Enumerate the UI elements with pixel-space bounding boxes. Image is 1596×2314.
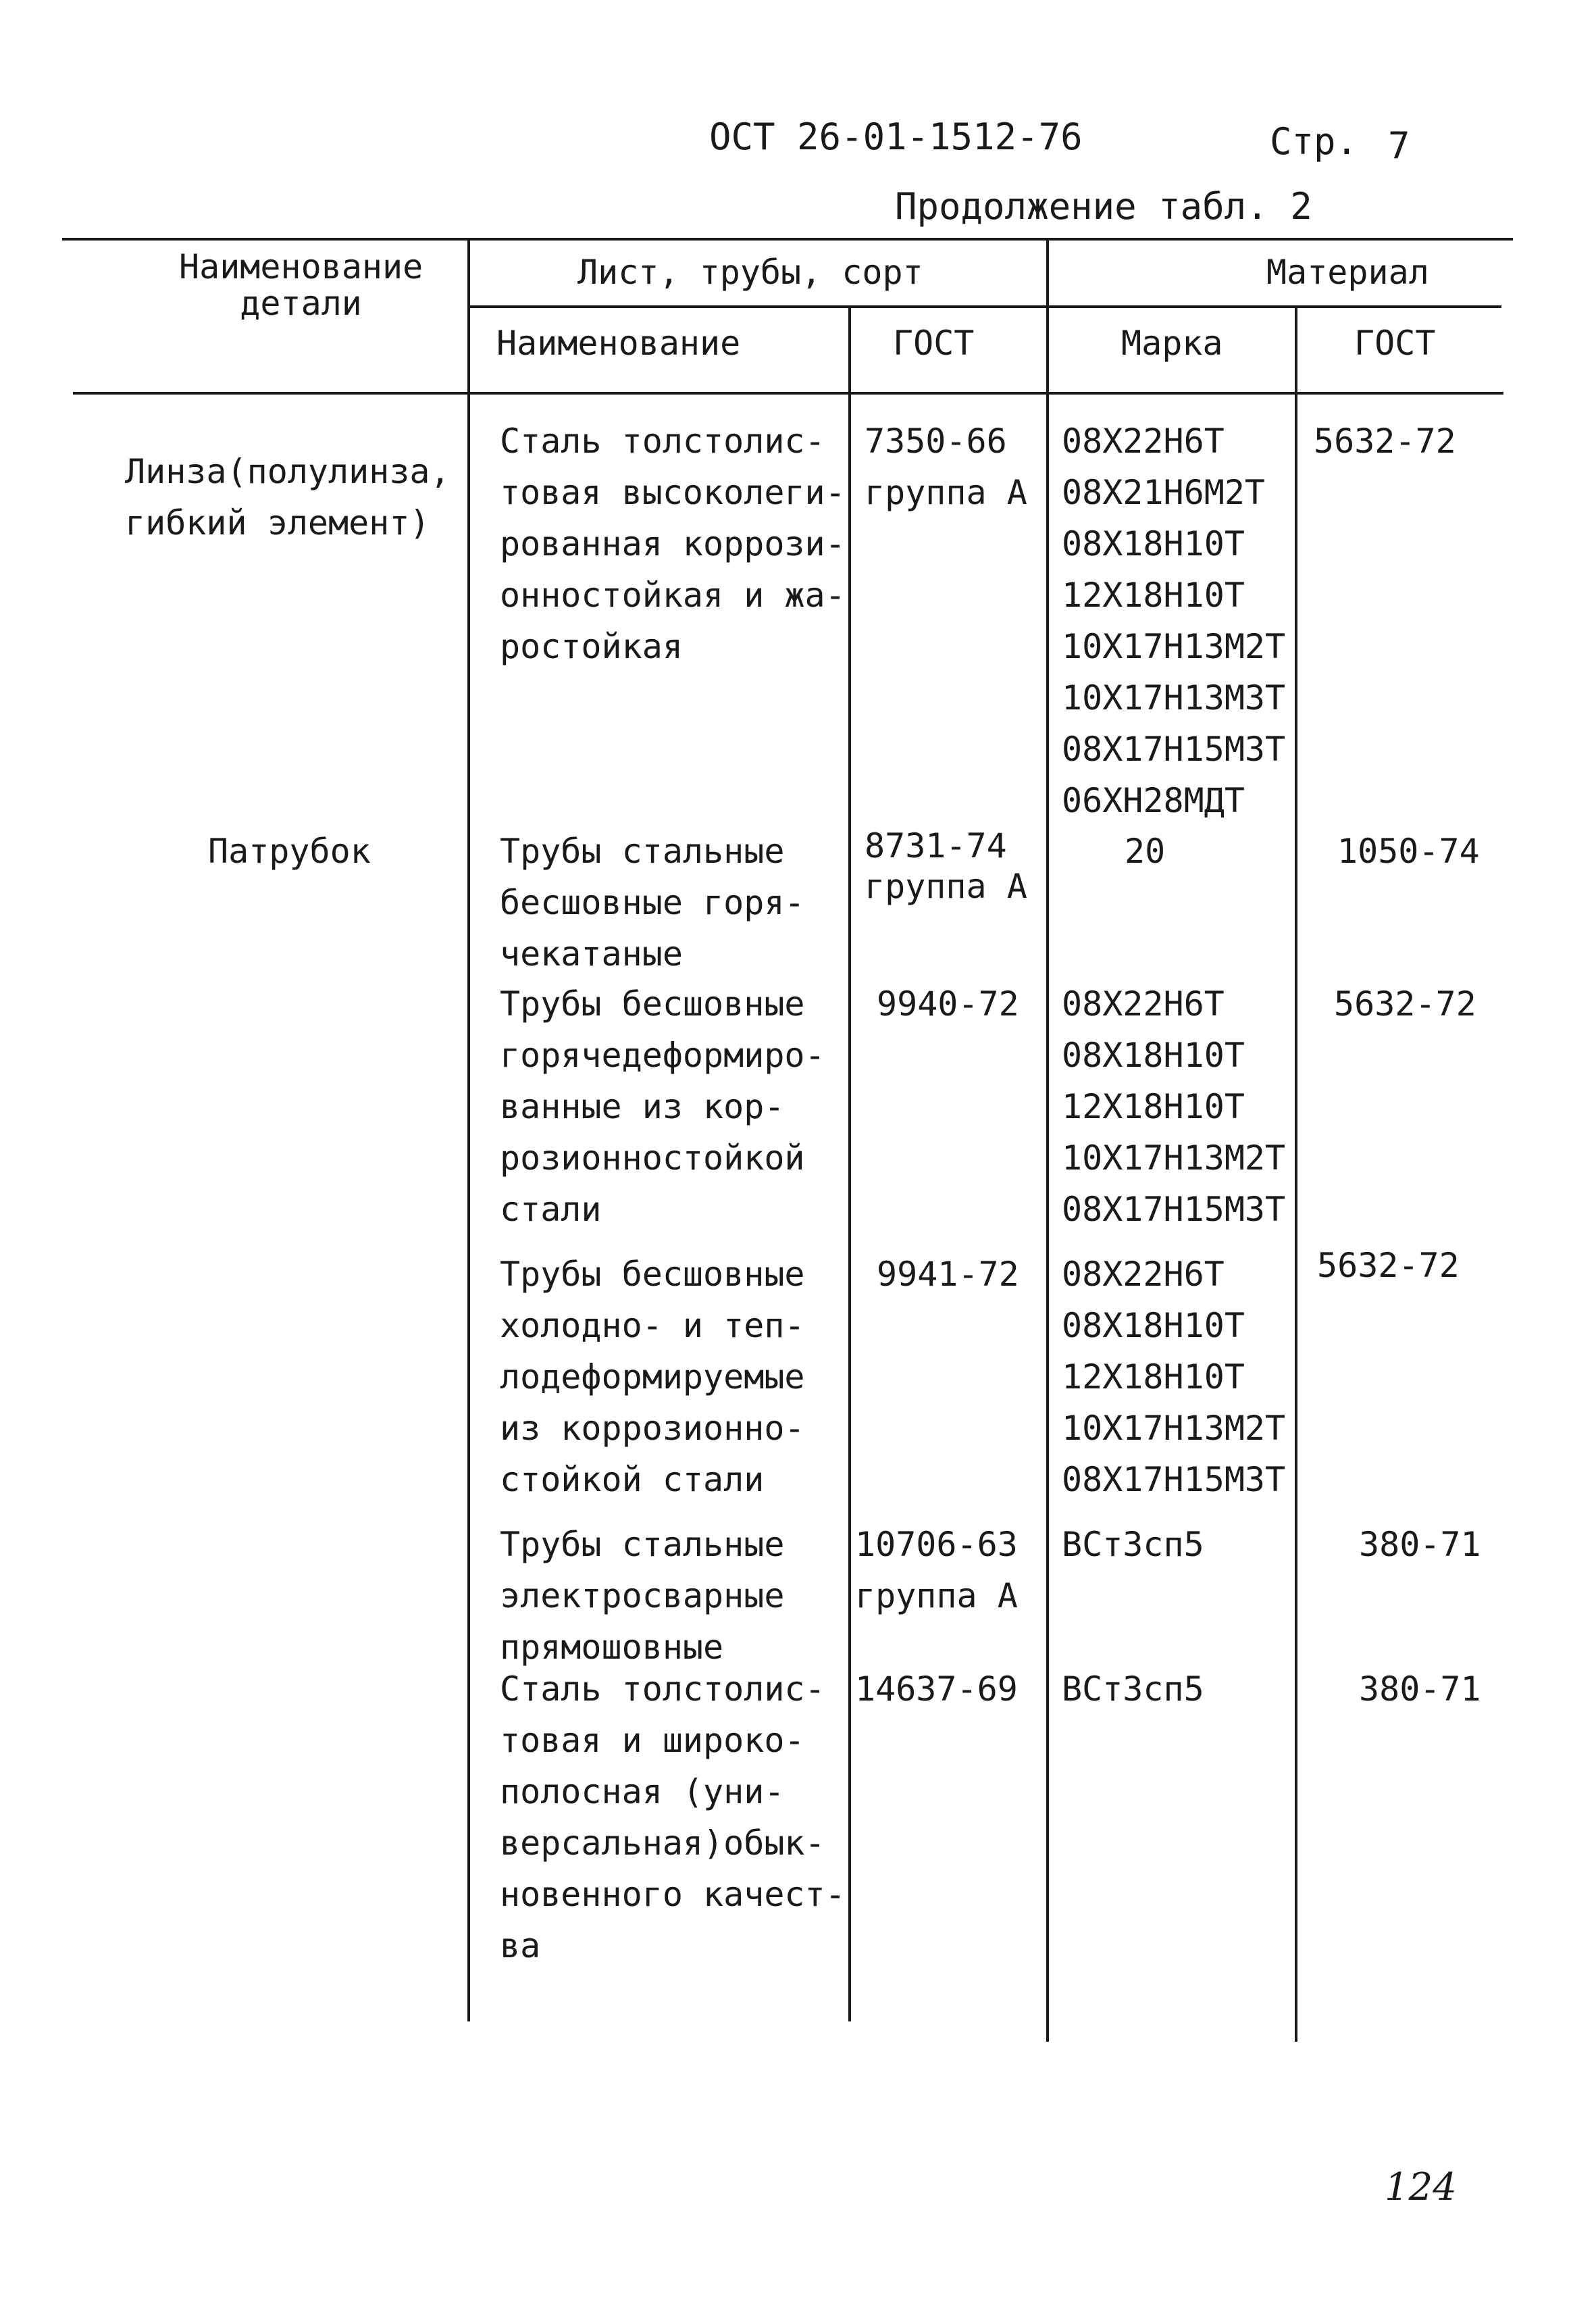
cell-material-gost: 5632-72 — [1317, 1246, 1460, 1285]
cell-steel-grades: 20 — [1125, 832, 1166, 871]
column-header-part-name: Наименование детали — [179, 247, 423, 323]
cell-product-name: Сталь толстолис- товая и широко- полосная (уни- версальная)обык- новенного качест- ва — [500, 1669, 846, 1965]
cell-steel-grades: 08Х22Н6Т 08Х18Н10Т 12Х18Н10Т 10Х17Н13М2Т 08Х17Н15М3Т — [1062, 1255, 1286, 1499]
column-divider-2 — [848, 305, 851, 2021]
cell-product-gost: 9941-72 — [877, 1255, 1019, 1294]
column-header-name: Наименование — [496, 324, 741, 363]
cell-part-name: Линза(полулинза, гибкий элемент) — [125, 452, 451, 543]
cell-product-name: Трубы стальные электросварные прямошовные — [500, 1525, 785, 1667]
sheet-number: 124 — [1385, 2165, 1457, 2209]
column-header-gost: ГОСТ — [893, 324, 975, 363]
cell-product-name: Трубы стальные бесшовные горя- чекатаные — [500, 832, 805, 974]
cell-steel-grades: 08Х22Н6Т 08Х18Н10Т 12Х18Н10Т 10Х17Н13М2Т 08Х17Н15М3Т — [1062, 984, 1286, 1229]
column-header-grade: Марка — [1121, 324, 1223, 363]
column-group-sheet-pipes: Лист, трубы, сорт — [577, 253, 923, 292]
header-bottom-border — [73, 392, 1503, 395]
header-subdivider-material — [1049, 305, 1501, 308]
page-number: 7 — [1388, 124, 1410, 167]
document-code: ОСТ 26-01-1512-76 — [709, 116, 1083, 158]
cell-material-gost: 380-71 — [1359, 1525, 1481, 1564]
column-divider-3 — [1046, 238, 1049, 2042]
cell-product-gost: 14637-69 — [855, 1669, 1018, 1709]
cell-product-name: Трубы бесшовные холодно- и теп- лодеформируемые из коррозионно- стойкой стали — [500, 1255, 805, 1499]
cell-product-name: Сталь толстолис- товая высоколеги- рованная коррози- онностойкая и жа- ростойкая — [500, 422, 846, 666]
header-subdivider-sheet — [469, 305, 1049, 308]
column-group-material: Материал — [1266, 253, 1429, 292]
cell-product-gost: 7350-66 группа А — [865, 422, 1027, 512]
cell-material-gost: 5632-72 — [1334, 984, 1476, 1024]
column-header-material-gost: ГОСТ — [1354, 324, 1436, 363]
cell-product-gost: 9940-72 — [877, 984, 1019, 1024]
column-divider-1 — [467, 238, 470, 2021]
cell-steel-grades: 08Х22Н6Т 08Х21Н6М2Т 08Х18Н10Т 12Х18Н10Т 10Х17Н13М2Т 10Х17Н13М3Т 08Х17Н15М3Т 06ХН28МДТ — [1062, 422, 1286, 820]
table-top-border — [62, 238, 1513, 241]
cell-steel-grades: ВСт3сп5 — [1062, 1525, 1204, 1564]
cell-material-gost: 5632-72 — [1314, 422, 1456, 461]
table-continuation-label: Продолжение табл. 2 — [895, 185, 1312, 228]
cell-product-gost: 8731-74 группа А — [865, 826, 1027, 906]
page-label: Стр. — [1270, 120, 1358, 163]
cell-steel-grades: ВСт3сп5 — [1062, 1669, 1204, 1709]
cell-material-gost: 380-71 — [1359, 1669, 1481, 1709]
cell-product-name: Трубы бесшовные горячедеформиро- ванные из кор- розионностойкой стали — [500, 984, 825, 1229]
cell-material-gost: 1050-74 — [1337, 832, 1480, 871]
column-divider-4 — [1295, 305, 1297, 2042]
cell-part-name: Патрубок — [208, 832, 371, 871]
cell-product-gost: 10706-63 группа А — [855, 1525, 1018, 1615]
